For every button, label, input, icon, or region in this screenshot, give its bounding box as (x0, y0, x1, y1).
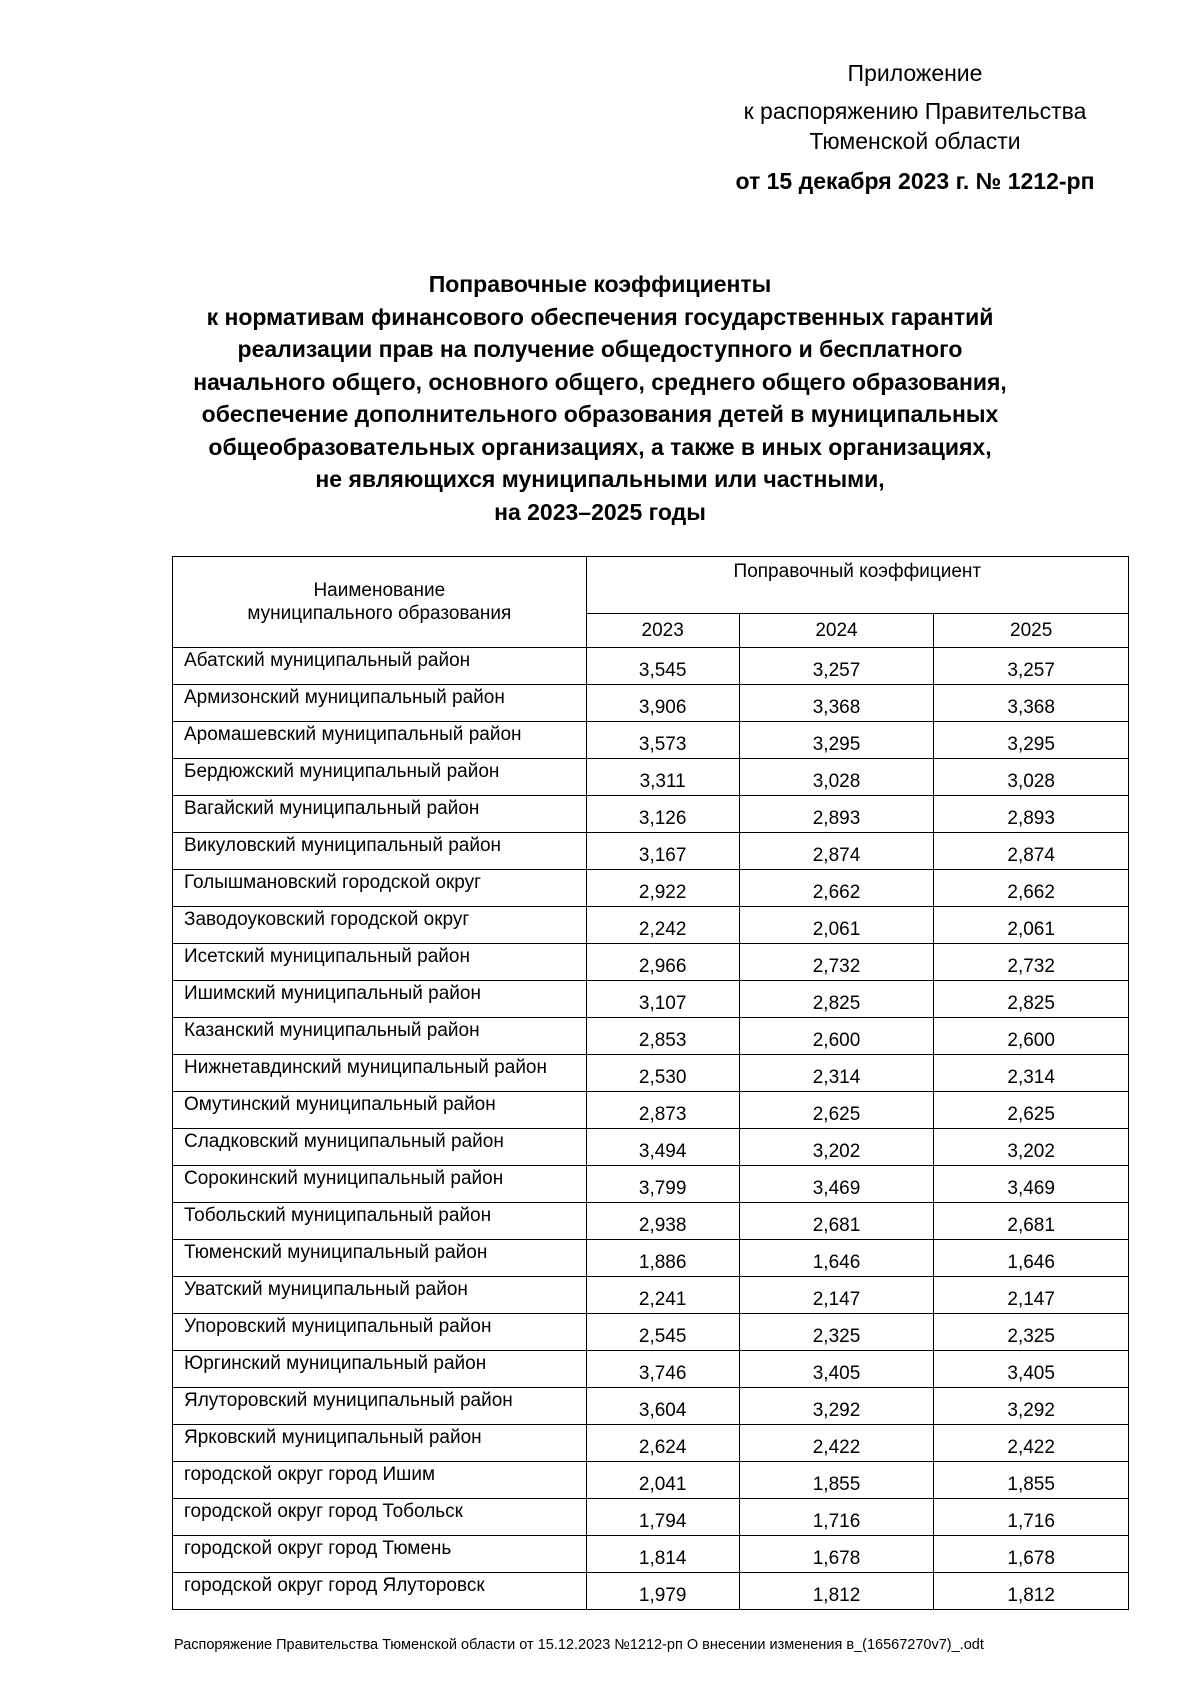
value-2025-cell: 2,061 (934, 907, 1129, 944)
table-row (173, 1425, 1129, 1462)
value-2023-cell: 3,311 (586, 759, 739, 796)
value-2024-cell: 3,257 (739, 648, 934, 685)
value-2023-cell: 3,107 (586, 981, 739, 1018)
table-row (173, 796, 1129, 833)
table-row (173, 1240, 1129, 1277)
annex-order-ref: к распоряжению Правительства (743, 98, 1087, 124)
table-row (173, 1351, 1129, 1388)
value-2023-cell: 1,886 (586, 1240, 739, 1277)
value-2025-cell: 3,368 (934, 685, 1129, 722)
municipality-name-cell: Заводоуковский городской округ (173, 907, 587, 944)
municipality-name-cell: городской округ город Тобольск (173, 1499, 587, 1536)
municipality-name-cell: Сладковский муниципальный район (173, 1129, 587, 1166)
annex-date-number: от 15 декабря 2023 г. № 1212-рп (735, 168, 1095, 194)
title-line: на 2023–2025 годы (494, 498, 706, 525)
value-2024-cell: 1,678 (739, 1536, 934, 1573)
value-2025-cell: 3,469 (934, 1166, 1129, 1203)
value-2025-cell: 2,893 (934, 796, 1129, 833)
value-2024-cell: 1,855 (739, 1462, 934, 1499)
value-2024-cell: 2,600 (739, 1018, 934, 1055)
table-row (173, 648, 1129, 685)
value-2024-cell: 3,202 (739, 1129, 934, 1166)
value-2023-cell: 3,906 (586, 685, 739, 722)
header-year-2024: 2024 (739, 614, 934, 648)
value-2024-cell: 3,295 (739, 722, 934, 759)
value-2025-cell: 3,028 (934, 759, 1129, 796)
table-row (173, 907, 1129, 944)
table-row (173, 1055, 1129, 1092)
value-2023-cell: 2,938 (586, 1203, 739, 1240)
value-2024-cell: 2,681 (739, 1203, 934, 1240)
value-2023-cell: 2,873 (586, 1092, 739, 1129)
value-2025-cell: 2,662 (934, 870, 1129, 907)
value-2025-cell: 2,732 (934, 944, 1129, 981)
table-row (173, 1314, 1129, 1351)
document-title (150, 268, 1050, 528)
municipality-name-cell: Исетский муниципальный район (173, 944, 587, 981)
value-2023-cell: 2,530 (586, 1055, 739, 1092)
page-footer: Распоряжение Правительства Тюменской области от 15.12.2023 №1212-рп О внесении изменения в_(16567270v7)_.odt (174, 1637, 984, 1653)
municipality-name-cell: Упоровский муниципальный район (173, 1314, 587, 1351)
value-2024-cell: 3,028 (739, 759, 934, 796)
value-2024-cell: 1,812 (739, 1573, 934, 1610)
value-2025-cell: 3,405 (934, 1351, 1129, 1388)
municipality-name-cell: Тюменский муниципальный район (173, 1240, 587, 1277)
table-row (173, 1499, 1129, 1536)
value-2023-cell: 1,794 (586, 1499, 739, 1536)
title-line: начального общего, основного общего, среднего общего образования, (193, 368, 1007, 395)
table-row (173, 981, 1129, 1018)
value-2023-cell: 2,922 (586, 870, 739, 907)
value-2025-cell: 2,147 (934, 1277, 1129, 1314)
value-2025-cell: 2,325 (934, 1314, 1129, 1351)
value-2024-cell: 2,422 (739, 1425, 934, 1462)
table-row (173, 1092, 1129, 1129)
table-row (173, 1018, 1129, 1055)
header-year-2025: 2025 (934, 614, 1129, 648)
table-row (173, 685, 1129, 722)
municipality-name-cell: Бердюжский муниципальный район (173, 759, 587, 796)
annex-region: Тюменской области (809, 128, 1021, 154)
table-row (173, 870, 1129, 907)
value-2023-cell: 2,242 (586, 907, 739, 944)
municipality-name-cell: Уватский муниципальный район (173, 1277, 587, 1314)
value-2023-cell: 2,853 (586, 1018, 739, 1055)
value-2024-cell: 3,292 (739, 1388, 934, 1425)
value-2025-cell: 2,825 (934, 981, 1129, 1018)
table-row (173, 1573, 1129, 1610)
municipality-name-cell: Ишимский муниципальный район (173, 981, 587, 1018)
value-2025-cell: 1,812 (934, 1573, 1129, 1610)
value-2025-cell: 2,625 (934, 1092, 1129, 1129)
municipality-name-cell: Юргинский муниципальный район (173, 1351, 587, 1388)
table-row (173, 1462, 1129, 1499)
table-row (173, 944, 1129, 981)
value-2025-cell: 2,314 (934, 1055, 1129, 1092)
value-2023-cell: 3,746 (586, 1351, 739, 1388)
municipality-name-cell: Ялуторовский муниципальный район (173, 1388, 587, 1425)
municipality-name-cell: Омутинский муниципальный район (173, 1092, 587, 1129)
value-2024-cell: 1,646 (739, 1240, 934, 1277)
table-body (173, 648, 1129, 1610)
municipality-name-cell: Тобольский муниципальный район (173, 1203, 587, 1240)
value-2024-cell: 2,314 (739, 1055, 934, 1092)
value-2023-cell: 3,573 (586, 722, 739, 759)
value-2023-cell: 2,241 (586, 1277, 739, 1314)
value-2025-cell: 1,855 (934, 1462, 1129, 1499)
value-2023-cell: 3,494 (586, 1129, 739, 1166)
value-2023-cell: 3,126 (586, 796, 739, 833)
value-2024-cell: 2,825 (739, 981, 934, 1018)
value-2025-cell: 1,678 (934, 1536, 1129, 1573)
value-2025-cell: 3,257 (934, 648, 1129, 685)
table-row (173, 1277, 1129, 1314)
title-line: к нормативам финансового обеспечения государственных гарантий (206, 303, 994, 330)
title-line: общеобразовательных организациях, а также в иных организациях, (208, 433, 992, 460)
header-year-2023: 2023 (586, 614, 739, 648)
value-2025-cell: 2,874 (934, 833, 1129, 870)
table-row (173, 1166, 1129, 1203)
value-2025-cell: 2,422 (934, 1425, 1129, 1462)
value-2024-cell: 2,147 (739, 1277, 934, 1314)
value-2024-cell: 2,325 (739, 1314, 934, 1351)
table-row (173, 833, 1129, 870)
value-2025-cell: 1,646 (934, 1240, 1129, 1277)
table-row (173, 759, 1129, 796)
value-2024-cell: 2,625 (739, 1092, 934, 1129)
municipality-name-cell: Аромашевский муниципальный район (173, 722, 587, 759)
municipality-name-cell: Абатский муниципальный район (173, 648, 587, 685)
value-2023-cell: 3,604 (586, 1388, 739, 1425)
municipality-name-cell: Армизонский муниципальный район (173, 685, 587, 722)
value-2023-cell: 1,814 (586, 1536, 739, 1573)
title-line: Поправочные коэффициенты (428, 271, 772, 297)
header-coefficient-group: Поправочный коэффициент (586, 557, 1128, 614)
value-2025-cell: 3,292 (934, 1388, 1129, 1425)
annex-title: Приложение (847, 60, 983, 86)
value-2023-cell: 2,624 (586, 1425, 739, 1462)
municipality-name-cell: Казанский муниципальный район (173, 1018, 587, 1055)
value-2025-cell: 3,295 (934, 722, 1129, 759)
coefficients-table (172, 556, 1129, 1610)
title-line: не являющихся муниципальными или частными, (315, 466, 885, 492)
value-2023-cell: 3,167 (586, 833, 739, 870)
header-name-line: муниципального образования (247, 603, 512, 624)
value-2023-cell: 2,041 (586, 1462, 739, 1499)
title-line: обеспечение дополнительного образования детей в муниципальных (201, 401, 999, 427)
value-2024-cell: 2,893 (739, 796, 934, 833)
table-row (173, 1129, 1129, 1166)
value-2024-cell: 2,874 (739, 833, 934, 870)
municipality-name-cell: Нижнетавдинский муниципальный район (173, 1055, 587, 1092)
value-2024-cell: 3,368 (739, 685, 934, 722)
value-2023-cell: 2,545 (586, 1314, 739, 1351)
value-2024-cell: 1,716 (739, 1499, 934, 1536)
value-2023-cell: 2,966 (586, 944, 739, 981)
municipality-name-cell: Голышмановский городской округ (173, 870, 587, 907)
value-2025-cell: 2,600 (934, 1018, 1129, 1055)
header-municipality-name (173, 557, 587, 648)
value-2023-cell: 3,545 (586, 648, 739, 685)
title-line: реализации прав на получение общедоступного и бесплатного (237, 336, 963, 362)
municipality-name-cell: Сорокинский муниципальный район (173, 1166, 587, 1203)
table-row (173, 1388, 1129, 1425)
municipality-name-cell: Викуловский муниципальный район (173, 833, 587, 870)
municipality-name-cell: Ярковский муниципальный район (173, 1425, 587, 1462)
value-2024-cell: 2,662 (739, 870, 934, 907)
table-row (173, 1203, 1129, 1240)
value-2023-cell: 3,799 (586, 1166, 739, 1203)
municipality-name-cell: городской округ город Ишим (173, 1462, 587, 1499)
value-2025-cell: 2,681 (934, 1203, 1129, 1240)
value-2024-cell: 3,405 (739, 1351, 934, 1388)
table-row (173, 722, 1129, 759)
header-name-line: Наименование (313, 580, 446, 601)
value-2024-cell: 2,732 (739, 944, 934, 981)
annex-block (690, 58, 1140, 196)
municipality-name-cell: городской округ город Тюмень (173, 1536, 587, 1573)
municipality-name-cell: городской округ город Ялуторовск (173, 1573, 587, 1610)
value-2023-cell: 1,979 (586, 1573, 739, 1610)
value-2025-cell: 3,202 (934, 1129, 1129, 1166)
value-2024-cell: 3,469 (739, 1166, 934, 1203)
value-2025-cell: 1,716 (934, 1499, 1129, 1536)
table-row (173, 1536, 1129, 1573)
municipality-name-cell: Вагайский муниципальный район (173, 796, 587, 833)
value-2024-cell: 2,061 (739, 907, 934, 944)
